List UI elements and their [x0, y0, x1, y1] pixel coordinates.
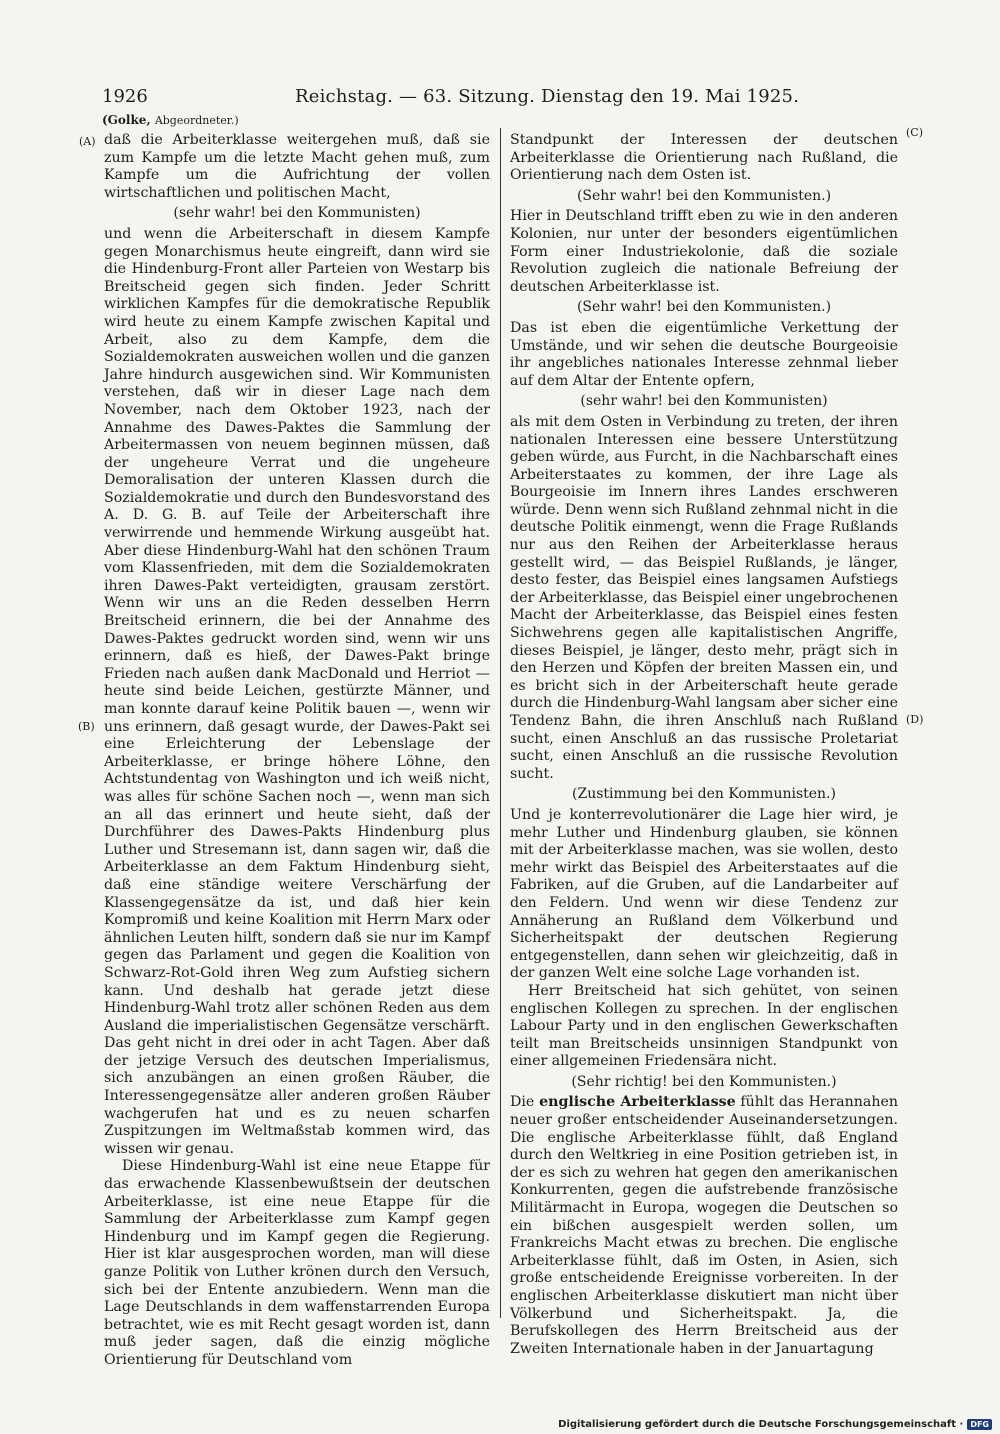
paragraph: Das ist eben die eigentümliche Verkettung der Umstände, und wir sehen die deutsche Bourgeoisie ihr angebliches nationales Interesse zehnmal lieber auf dem Altar der Entente opfern, [510, 319, 898, 389]
emphasized-term: englische Arbeiterklasse [539, 1094, 736, 1111]
interjection: (Sehr richtig! bei den Kommunisten.) [571, 1073, 837, 1090]
paragraph: Diese Hindenburg-Wahl ist eine neue Etappe für das erwachende Klassenbewußtsein der deutschen Arbeiterklasse, ist eine neue Etappe für die Sammlung der Arbeiterklasse zum Kampf gegen Hindenburg und im Kampf gegen die Regierung. Hier ist klar ausgesprochen worden, man will diese ganze Politik von Luther krönen durch den Versuch, sich bei der Entente anzubiedern. Wenn man die Lage Deutschlands in dem waffenstarrenden Europa betrachtet, wie es mit Recht gesagt worden ist, dann muß jeder sagen, daß die einzig mögliche Orientierung für Deutschland vom [104, 1158, 490, 1368]
right-column [510, 132, 898, 1357]
paragraph: Hier in Deutschland trifft eben zu wie in den anderen Kolonien, nur unter der besonders eigentümlichen Form einer Industriekolonie, daß die soziale Revolution zugleich die nationale Befreiung der deutschen Arbeiterklasse ist. [510, 208, 898, 295]
interjection: (Sehr wahr! bei den Kommunisten.) [576, 299, 832, 316]
paragraph [510, 1094, 898, 1358]
margin-mark-d: (D) [906, 713, 924, 726]
margin-mark-a: (A) [79, 135, 96, 148]
speaker-line [102, 113, 239, 127]
margin-mark-c: (C) [906, 126, 923, 139]
paragraph: Herr Breitscheid hat sich gehütet, von seinen englischen Kollegen zu sprechen. In der englischen Labour Party und in den englischen Gewerkschaften teilt man Breitscheids unsinnigen Standpunkt von einer allgemeinen Friedensära nicht. [510, 982, 898, 1070]
page-header [102, 86, 902, 108]
paragraph: Und je konterrevolutionärer die Lage hier wird, je mehr Luther und Hindenburg glauben, sie können mit der Arbeiterklasse machen, was sie wollen, desto mehr wirkt das Beispiel des Arbeiterstaates auf die Fabriken, auf die Gruben, auf die Landarbeiter auf den Feldern. Und wenn wir diese Tendenz zur Annäherung an Rußland dem Völkerbund und Sicherheitspakt der deutschen Regierung entgegenstellen, dann sehen wir gleichzeitig, daß in der ganzen Welt eine solche Lage vorhanden ist. [510, 806, 898, 982]
paragraph: Standpunkt der Interessen der deutschen Arbeiterklasse die Orientierung nach Rußland, die Orientierung nach dem Osten ist. [510, 132, 898, 184]
dfg-logo: DFG [967, 1419, 992, 1430]
interjection: (sehr wahr! bei den Kommunisten) [580, 393, 828, 410]
speaker-name: (Golke, [102, 113, 151, 127]
paragraph-text: Die [510, 1094, 540, 1111]
left-column [104, 132, 490, 1368]
paragraph-text: fühlt das Herannahen neuer großer entscheidender Auseinandersetzungen. Die englische Arbeiterklasse fühlt, daß England durch den Weltkrieg in eine Position getrieben ist, in der es sich zu wehren hat gegen den amerikanischen Konkurrenten, gegen die aufstrebende französische Militärmacht in Europa, wogegen die Deutschen so ein bißchen ausgespielt werden sollen, um Frankreichs Macht etwas zu brechen. Die englische Arbeiterklasse fühlt, daß im Osten, in Asien, sich große entscheidende Ereignisse vorbereiten. In der englischen Arbeiterklasse diskutiert man nicht über Völkerbund und Sicherheitspakt. Ja, die Berufskollegen des Herrn Breitscheid aus der Zweiten Internationale haben in der Januartagung [510, 1094, 898, 1357]
footer-credit: Digitalisierung gefördert durch die Deutsche Forschungsgemeinschaft · [558, 1419, 964, 1430]
footer [558, 1419, 992, 1430]
paragraph: und wenn die Arbeiterschaft in diesem Kampfe gegen Monarchismus heute eingreift, dann wird sie die Hindenburg-Front aller Parteien von Westarp bis Breitscheid gegen sich finden. Jeder Schritt wirklichen Kampfes für die demokratische Republik wird heute zu einem Kampfe zwischen Kapital und Arbeit, also zu dem Kampfe, dem die Sozialdemokraten ausweichen wollen und die ganzen Jahre hindurch ausgewichen sind. Wir Kommunisten verstehen, daß wir in dieser Lage nach dem November, nach dem Oktober 1923, nach der Annahme des Dawes-Paktes die Sammlung der Arbeitermassen von neuem beginnen müssen, daß der ungeheure Verrat und die ungeheure Demoralisation der unteren Klassen durch die Sozialdemokratie und durch den Bundesvorstand des A. D. G. B. auf Teile der Arbeiterschaft ihre verwirrende und hemmende Wirkung ausgeübt hat. Aber diese Hindenburg-Wahl hat den schönen Traum vom Klassenfrieden, mit dem die Sozialdemokraten ihren Dawes-Pakt verteidigten, grausam zerstört. Wenn wir uns an die Reden desselben Herrn Breitscheid erinnern, die bei der Annahme des Dawes-Paktes gedruckt worden sind, wenn wir uns erinnern, daß es hieß, der Dawes-Pakt bringe Frieden nach außen dank MacDonald und Herriot — heute sind beide Leichen, gestürzte Männer, und man konnte darauf keine Politik bauen —, wenn wir uns erinnern, daß gesagt wurde, der Dawes-Pakt sei eine Erleichterung der Lebenslage der Arbeiterklasse, er bringe höhere Löhne, den Achtstundentag von Washington und ich weiß nicht, was alles für schöne Sachen noch —, wenn man sich an all das erinnert und heute sieht, daß der Durchführer des Dawes-Pakts Hindenburg plus Luther und Stresemann ist, dann sagen wir, daß die Arbeiterklasse an dem Faktum Hindenburg sieht, daß eine ständige weitere Verschärfung der Klassengegensätze da ist, und daß hier kein Kompromiß und keine Koalition mit Herrn Marx oder ähnlichen Leuten hilft, sondern daß sie nur im Kampf gegen das Parlament und gegen die Koalition von Schwarz-Rot-Gold ihren Weg zum Aufstieg sichern kann. Und deshalb hat gerade jetzt diese Hindenburg-Wahl trotz aller schönen Reden aus dem Ausland die imperialistischen Gegensätze verschärft. Das geht nicht in drei oder in acht Tagen. Aber daß der jetzige Versuch des deutschen Imperialismus, sich anzubängen an einen großen Räuber, die Interessengegensätze aller anderen großen Räuber wachgerufen hat und es zu neuen scharfen Zuspitzungen im Weltmaßstab kommen wird, das wissen wir genau. [104, 225, 490, 1157]
column-divider [500, 128, 501, 1318]
margin-mark-b: (B) [78, 720, 95, 733]
paragraph: daß die Arbeiterklasse weitergehen muß, daß sie zum Kampfe um die letzte Macht gehen muß, zum Kampfe um die Aufrichtung der vollen wirtschaftlichen und politischen Macht, [104, 132, 490, 201]
page-number: 1926 [102, 86, 148, 107]
interjection: (sehr wahr! bei den Kommunisten) [173, 205, 421, 222]
interjection: (Zustimmung bei den Kommunisten.) [572, 786, 836, 803]
interjection: (Sehr wahr! bei den Kommunisten.) [576, 187, 832, 204]
paragraph: als mit dem Osten in Verbindung zu treten, der ihren nationalen Interessen eine bessere Unterstützung geben würde, aus Furcht, in die Nachbarschaft eines Arbeiterstaates zu kommen, der ihre Lage als Bourgeoisie im Innern ihres Landes erschweren würde. Denn wenn sich Rußland zehnmal nicht in die deutsche Politik einmengt, wenn die Frage Rußlands nur aus den Reihen der Arbeiterklasse heraus gestellt wird, — das Beispiel Rußlands, je länger, desto fester, das Beispiel eines langsamen Aufstiegs der Arbeiterklasse, das Beispiel einer ungebrochenen Macht der Arbeiterklasse, das Beispiel eines festen Sichwehrens gegen alle kapitalistischen Angriffe, dieses Beispiel, je länger, desto mehr, prägt sich in den Herzen und Köpfen der breiten Massen ein, und es bricht sich in der Arbeiterschaft heute gerade durch die Hindenburg-Wahl langsam aber sicher eine Tendenz Bahn, die ihren Anschluß nach Rußland sucht, einen Anschluß an das russische Proletariat sucht, einen Anschluß an die russische Revolution sucht. [510, 413, 898, 782]
speaker-role: Abgeordneter.) [154, 114, 239, 127]
page-title: Reichstag. — 63. Sitzung. Dienstag den 19. Mai 1925. [295, 86, 800, 107]
